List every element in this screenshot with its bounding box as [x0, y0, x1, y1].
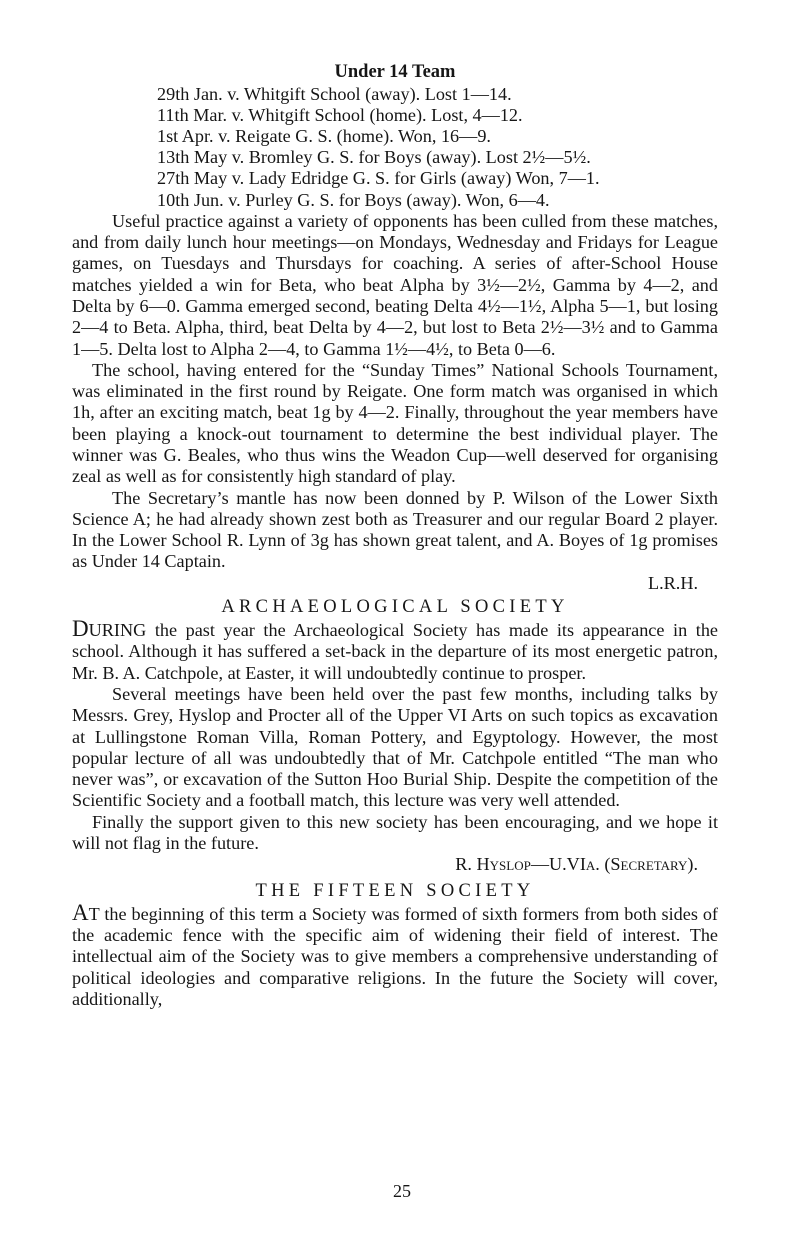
- drop-cap: D: [72, 616, 89, 642]
- under14-heading: Under 14 Team: [334, 62, 456, 82]
- match-item: 10th Jun. v. Purley G. S. for Boys (away). Won, 6—4.: [157, 189, 550, 210]
- match-item: 13th May v. Bromley G. S. for Boys (away). Lost 2½—5½.: [157, 147, 591, 168]
- under14-paragraph-1: Useful practice against a variety of opponents has been culled from these matches, and from daily lunch hour meetings—on Mondays, Wednesday and Fridays for League games, on Tuesdays and Thursdays for coaching. A series of after-School House matches yielded a win for Beta, who beat Alpha by 3½—2½, Gamma by 4—2, and Delta by 6—0. Gamma emerged second, beating Delta 4½—1½, Alpha 5—1, but losing 2—4 to Beta. Alpha, third, beat Delta by 4—2, but lost to Beta 2½—3½ and to Gamma 1—5. Delta lost to Alpha 2—4, to Gamma 1½—4½, to Beta 0—6.: [72, 210, 718, 359]
- under14-paragraph-2: The school, having entered for the “Sunday Times” National Schools Tournament, was eliminated in the first round by Reigate. One form match was organised in which 1h, after an exciting match, beat 1g by 4—2. Finally, throughout the year members have been playing a knock-out tournament to determine the best individual player. The winner was G. Beales, who thus wins the Weadon Cup—well deserved for organising zeal as well as for consistently high standard of play.: [72, 359, 718, 487]
- archaeological-heading: ARCHAEOLOGICAL SOCIETY: [221, 597, 569, 618]
- fifteen-paragraph-1: [72, 899, 718, 1010]
- lead-word: T: [88, 903, 100, 924]
- drop-cap: A: [72, 899, 89, 925]
- match-item: 11th Mar. v. Whitgift School (home). Lost, 4—12.: [157, 104, 523, 125]
- match-item: 27th May v. Lady Edridge G. S. for Girls (away) Won, 7—1.: [157, 168, 600, 189]
- match-item: 29th Jan. v. Whitgift School (away). Lost 1—14.: [157, 83, 512, 104]
- paragraph-text: the past year the Archaeological Society has made its appearance in the school. Although it has suffered a set-back in the departure of its most energetic patron, Mr. B. A. Catchpole, at Easter, it will undoubtedly continue to prosper.: [72, 620, 718, 683]
- archaeological-paragraph-1: [72, 618, 718, 684]
- match-item: 1st Apr. v. Reigate G. S. (home). Won, 16—9.: [157, 125, 491, 146]
- under14-signature: L.R.H.: [647, 572, 698, 593]
- match-list: [72, 84, 718, 211]
- paragraph-text: the beginning of this term a Society was formed of sixth formers from both sides of the academic fence with the specific aim of widening their field of interest. The intellectual aim of the Society was to give members a comprehensive understanding of political ideologies and comparative religions. In the future the Society will cover, additionally,: [72, 903, 718, 1009]
- lead-word: URING: [88, 620, 147, 641]
- archaeological-signature: R. Hyslop—U.VIa. (Secretary).: [455, 854, 698, 875]
- archaeological-paragraph-3: Finally the support given to this new society has been encouraging, and we hope it will not flag in the future.: [72, 811, 718, 854]
- fifteen-heading: THE FIFTEEN SOCIETY: [255, 880, 535, 901]
- under14-paragraph-3: The Secretary’s mantle has now been donned by P. Wilson of the Lower Sixth Science A; he had already shown zest both as Treasurer and our regular Board 2 player. In the Lower School R. Lynn of 3g has shown great talent, and A. Boyes of 1g promises as Under 14 Captain.: [72, 487, 718, 572]
- page-number: 25: [393, 1181, 411, 1201]
- archaeological-paragraph-2: Several meetings have been held over the past few months, including talks by Messrs. Grey, Hyslop and Procter all of the Upper VI Arts on such topics as excavation at Lullingstone Roman Villa, Roman Pottery, and Egyptology. However, the most popular lecture of all was undoubtedly that of Mr. Catchpole entitled “The man who never was”, or excavation of the Sutton Hoo Burial Ship. Despite the competition of the Scientific Society and a football match, this lecture was very well attended.: [72, 683, 718, 811]
- page-body: [72, 62, 718, 1010]
